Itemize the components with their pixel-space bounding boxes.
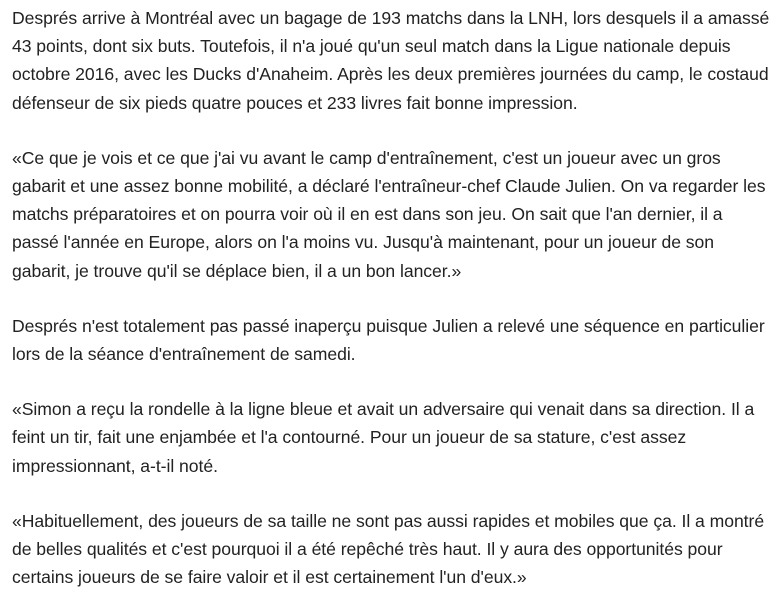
paragraph-julien-quote: «Ce que je vois et ce que j'ai vu avant le camp d'entraînement, c'est un joueur avec un gros gabarit et une assez bonne mobilité, a déclaré l'entraîneur-chef Claude Julien. On va regarder les matchs préparatoires et on pourra voir où il en est dans son jeu. On sait que l'an dernier, il a passé l'année en Europe, alors on l'a moins vu. Jusqu'à maintenant, pour un joueur de son gabarit, je trouve qu'il se déplace bien, il a un bon lancer.»: [12, 147, 766, 281]
paragraph-simon-quote: «Simon a reçu la rondelle à la ligne bleue et avait un adversaire qui venait dans sa direction. Il a feint un tir, fait une enjambée et l'a contourné. Pour un joueur de sa stature, c'est assez impressionnant, a-t-il noté.: [12, 399, 755, 476]
paragraph-practice-sequence: Després n'est totalement pas passé inaperçu puisque Julien a relevé une séquence en particulier lors de la séance d'entraînement de samedi.: [12, 315, 765, 365]
paragraph-career-stats: Després arrive à Montréal avec un bagage de 193 matchs dans la LNH, lors desquels il a amassé 43 points, dont six buts. Toutefois, il n'a joué qu'un seul match dans la Ligue nationale depuis octobre 2016, avec les Ducks d'Anaheim. Après les deux premières journées du camp, le costaud défenseur de six pieds quatre pouces et 233 livres fait bonne impression.: [12, 8, 770, 113]
paragraph-habitually-quote: «Habituellement, des joueurs de sa taille ne sont pas aussi rapides et mobiles que ça. Il a montré de belles qualités et c'est pourquoi il a été repêché très haut. Il y aura des opportunités pour certains joueurs de se faire valoir et il est certainement l'un d'eux.»: [12, 510, 765, 588]
